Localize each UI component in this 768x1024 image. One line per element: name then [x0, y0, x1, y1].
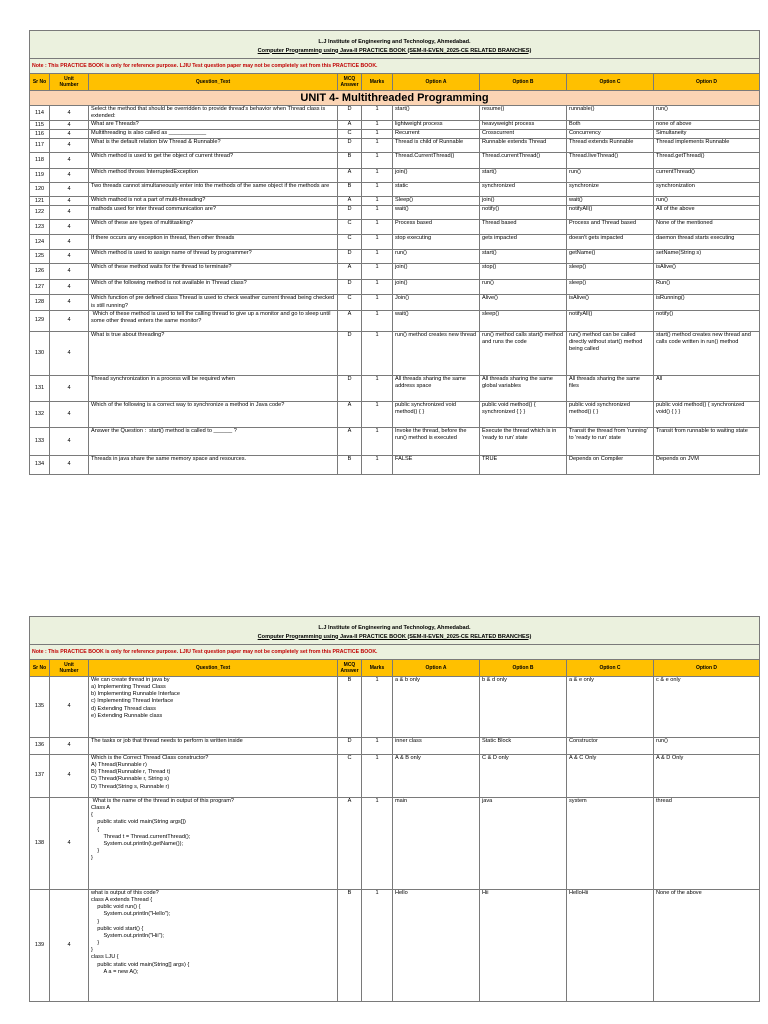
question-cell: What is the name of the thread in output of this program? Class A { public static void main(String args[]) { Thread t = Thread.currentThread(); System.out.println(t.getName()); } } — [89, 798, 338, 890]
unit-cell: 4 — [50, 295, 89, 310]
unit-cell: 4 — [50, 331, 89, 375]
col-unit: Unit Number — [50, 660, 89, 677]
marks-cell: 1 — [362, 427, 393, 455]
marks-cell: 1 — [362, 310, 393, 331]
institute-name: L.J Institute of Engineering and Technology, Ahmedabad. — [318, 39, 471, 46]
question-cell: Which of these method is used to tell the calling thread to give up a monitor and go to sleep until some other thread enters the same monitor? — [89, 310, 338, 331]
marks-cell: 1 — [362, 130, 393, 139]
answer-cell: C — [338, 220, 362, 235]
marks-cell: 1 — [362, 169, 393, 183]
question-row — [30, 121, 760, 130]
option-b-cell: b & d only — [480, 677, 567, 738]
option-d-cell: isRunning() — [654, 295, 760, 310]
option-a-cell: All threads sharing the same address space — [393, 375, 480, 401]
option-c-cell: A & C Only — [567, 755, 654, 798]
unit-cell: 4 — [50, 250, 89, 264]
question-row — [30, 220, 760, 235]
option-d-cell: run() — [654, 106, 760, 121]
unit-cell: 4 — [50, 183, 89, 197]
option-a-cell: join() — [393, 280, 480, 295]
sr-cell: 135 — [30, 677, 50, 738]
unit-cell: 4 — [50, 220, 89, 235]
marks-cell: 1 — [362, 220, 393, 235]
unit-cell: 4 — [50, 455, 89, 474]
option-a-cell: inner class — [393, 738, 480, 755]
col-marks: Marks — [362, 660, 393, 677]
answer-cell: D — [338, 280, 362, 295]
option-d-cell: setName(String s) — [654, 250, 760, 264]
question-cell: Multithreading is also called as ____________ — [89, 130, 338, 139]
unit-cell: 4 — [50, 755, 89, 798]
question-cell: Which method throws InterruptedException — [89, 169, 338, 183]
option-b-cell: Alive() — [480, 295, 567, 310]
question-row — [30, 331, 760, 375]
answer-cell: B — [338, 153, 362, 169]
unit-cell: 4 — [50, 264, 89, 280]
marks-cell: 1 — [362, 264, 393, 280]
column-header-row — [30, 660, 760, 677]
option-d-cell: public void method() { synchronized void() { } } — [654, 401, 760, 427]
col-option-a: Option A — [393, 74, 480, 91]
option-b-cell: sleep() — [480, 310, 567, 331]
marks-cell: 1 — [362, 153, 393, 169]
option-a-cell: run() — [393, 250, 480, 264]
col-option-a: Option A — [393, 660, 480, 677]
option-c-cell: public void synchronized method() { } — [567, 401, 654, 427]
question-cell: Which method is used to assign name of thread by programmer? — [89, 250, 338, 264]
question-cell: mathods used for inter thread communication are? — [89, 206, 338, 220]
option-c-cell: Constructor — [567, 738, 654, 755]
reference-note: Note : This PRACTICE BOOK is only for reference purpose. LJIU Test question paper may not be completely set from this PRACTICE BOOK. — [30, 645, 760, 660]
option-d-cell: run() — [654, 197, 760, 206]
option-b-cell: All threads sharing the same global variables — [480, 375, 567, 401]
question-row — [30, 890, 760, 1002]
option-c-cell: wait() — [567, 197, 654, 206]
sr-cell: 130 — [30, 331, 50, 375]
question-cell: We can create thread in java by a) Implementing Thread Class b) Implementing Runnable Interface c) Implementing Thread Interface d) Extending Thread class e) Extending Runnable class — [89, 677, 338, 738]
practice-book-page-1 — [29, 30, 759, 475]
course-title: Computer Programming using Java-II PRACTICE BOOK (SEM-II-EVEN_2025-CE RELATED BRANCHES) — [257, 633, 532, 640]
option-a-cell: wait() — [393, 206, 480, 220]
question-cell: Which is the Correct Thread Class constructor? A) Thread(Runnable r) B) Thread(Runnable r, Thread t) C) Thread(Runnable r, String s) D) Thread(String s, Runnable r) — [89, 755, 338, 798]
sr-cell: 122 — [30, 206, 50, 220]
unit-cell: 4 — [50, 310, 89, 331]
option-c-cell: run() — [567, 169, 654, 183]
option-b-cell: start() — [480, 169, 567, 183]
marks-cell: 1 — [362, 197, 393, 206]
option-c-cell: runnable() — [567, 106, 654, 121]
unit-cell: 4 — [50, 121, 89, 130]
question-row — [30, 206, 760, 220]
unit-cell: 4 — [50, 169, 89, 183]
option-a-cell: Thread.CurrentThread() — [393, 153, 480, 169]
unit-cell: 4 — [50, 139, 89, 153]
option-b-cell: synchronized — [480, 183, 567, 197]
option-d-cell: daemon thread starts executing — [654, 235, 760, 250]
sr-cell: 139 — [30, 890, 50, 1002]
marks-cell: 1 — [362, 183, 393, 197]
sr-cell: 114 — [30, 106, 50, 121]
option-b-cell: Hii — [480, 890, 567, 1002]
question-row — [30, 738, 760, 755]
question-cell: What is true about threading? — [89, 331, 338, 375]
unit-cell: 4 — [50, 153, 89, 169]
question-table-2 — [29, 616, 760, 1002]
col-unit: Unit Number — [50, 74, 89, 91]
question-row — [30, 197, 760, 206]
option-a-cell: static — [393, 183, 480, 197]
option-c-cell: Both — [567, 121, 654, 130]
answer-cell: D — [338, 206, 362, 220]
option-c-cell: Thread.liveThread() — [567, 153, 654, 169]
option-c-cell: synchronize — [567, 183, 654, 197]
sr-cell: 124 — [30, 235, 50, 250]
option-d-cell: None of the above — [654, 890, 760, 1002]
question-row — [30, 295, 760, 310]
answer-cell: D — [338, 331, 362, 375]
option-d-cell: c & e only — [654, 677, 760, 738]
question-row — [30, 169, 760, 183]
option-b-cell: Thread based — [480, 220, 567, 235]
question-row — [30, 798, 760, 890]
option-b-cell: Runnable extends Thread — [480, 139, 567, 153]
option-c-cell: isAlive() — [567, 295, 654, 310]
option-a-cell: Process based — [393, 220, 480, 235]
question-cell: Which mathod is not a part of multi-threading? — [89, 197, 338, 206]
question-cell: What is the default relation b/w Thread & Runnable? — [89, 139, 338, 153]
option-c-cell: a & e only — [567, 677, 654, 738]
marks-cell: 1 — [362, 401, 393, 427]
answer-cell: D — [338, 106, 362, 121]
col-option-c: Option C — [567, 660, 654, 677]
option-d-cell: Thread.getThread() — [654, 153, 760, 169]
option-b-cell: join() — [480, 197, 567, 206]
question-row — [30, 677, 760, 738]
col-question: Question_Text — [89, 660, 338, 677]
option-d-cell: run() — [654, 738, 760, 755]
answer-cell: A — [338, 264, 362, 280]
option-c-cell: sleep() — [567, 280, 654, 295]
option-d-cell: None of the mentioned — [654, 220, 760, 235]
question-row — [30, 106, 760, 121]
practice-book-page-2 — [29, 616, 759, 1002]
unit-cell: 4 — [50, 235, 89, 250]
unit-cell: 4 — [50, 130, 89, 139]
sr-cell: 126 — [30, 264, 50, 280]
unit-cell: 4 — [50, 427, 89, 455]
sr-cell: 120 — [30, 183, 50, 197]
answer-cell: A — [338, 310, 362, 331]
option-a-cell: lightweight process — [393, 121, 480, 130]
question-row — [30, 280, 760, 295]
option-c-cell: system — [567, 798, 654, 890]
option-d-cell: Depends on JVM — [654, 455, 760, 474]
option-a-cell: Recurrent — [393, 130, 480, 139]
question-rows-2 — [30, 677, 760, 1002]
answer-cell: A — [338, 427, 362, 455]
question-row — [30, 310, 760, 331]
option-b-cell: stop() — [480, 264, 567, 280]
question-rows-1 — [30, 106, 760, 475]
option-d-cell: Run() — [654, 280, 760, 295]
sr-cell: 133 — [30, 427, 50, 455]
option-a-cell: start() — [393, 106, 480, 121]
question-row — [30, 235, 760, 250]
sr-cell: 131 — [30, 375, 50, 401]
option-d-cell: All of the above — [654, 206, 760, 220]
unit-cell: 4 — [50, 890, 89, 1002]
answer-cell: B — [338, 677, 362, 738]
col-option-d: Option D — [654, 660, 760, 677]
marks-cell: 1 — [362, 280, 393, 295]
marks-cell: 1 — [362, 295, 393, 310]
col-option-d: Option D — [654, 74, 760, 91]
question-cell: Which of these method waits for the thread to terminate? — [89, 264, 338, 280]
option-d-cell: notify() — [654, 310, 760, 331]
col-answer: MCQ Answer — [338, 74, 362, 91]
option-d-cell: All — [654, 375, 760, 401]
question-cell: Which function of pre defined class Thread is used to check weather current thread being checked is still running? — [89, 295, 338, 310]
unit-cell: 4 — [50, 206, 89, 220]
option-b-cell: start() — [480, 250, 567, 264]
question-cell: what is output of this code? class A extends Thread { public void run() { System.out.println("Hello"); } public void start() { System.out.println("Hii"); } } class LJU { public static void main(String[] args) { A a = new A(); — [89, 890, 338, 1002]
question-cell: Which of the following method is not available in Thread class? — [89, 280, 338, 295]
marks-cell: 1 — [362, 250, 393, 264]
option-a-cell: Sleep() — [393, 197, 480, 206]
sr-cell: 116 — [30, 130, 50, 139]
answer-cell: A — [338, 197, 362, 206]
answer-cell: D — [338, 738, 362, 755]
marks-cell: 1 — [362, 455, 393, 474]
answer-cell: D — [338, 139, 362, 153]
answer-cell: B — [338, 183, 362, 197]
option-b-cell: resume() — [480, 106, 567, 121]
option-a-cell: join() — [393, 264, 480, 280]
option-b-cell: java — [480, 798, 567, 890]
option-a-cell: wait() — [393, 310, 480, 331]
sr-cell: 127 — [30, 280, 50, 295]
unit-cell: 4 — [50, 798, 89, 890]
question-row — [30, 130, 760, 139]
answer-cell: D — [338, 375, 362, 401]
option-b-cell: heavyweight process — [480, 121, 567, 130]
col-option-b: Option B — [480, 74, 567, 91]
marks-cell: 1 — [362, 106, 393, 121]
sr-cell: 132 — [30, 401, 50, 427]
option-b-cell: run() — [480, 280, 567, 295]
sheet-header — [30, 617, 760, 645]
option-b-cell: Static Block — [480, 738, 567, 755]
unit-cell: 4 — [50, 106, 89, 121]
option-b-cell: gets impacted — [480, 235, 567, 250]
answer-cell: C — [338, 295, 362, 310]
unit-cell: 4 — [50, 738, 89, 755]
marks-cell: 1 — [362, 738, 393, 755]
question-row — [30, 401, 760, 427]
sr-cell: 121 — [30, 197, 50, 206]
marks-cell: 1 — [362, 139, 393, 153]
option-b-cell: run() method calls start() method and runs the code — [480, 331, 567, 375]
option-c-cell: doesn't gets impacted — [567, 235, 654, 250]
answer-cell: C — [338, 130, 362, 139]
col-marks: Marks — [362, 74, 393, 91]
marks-cell: 1 — [362, 235, 393, 250]
unit-cell: 4 — [50, 401, 89, 427]
question-cell: Thread synchronization in a process will be required when — [89, 375, 338, 401]
question-row — [30, 375, 760, 401]
sr-cell: 136 — [30, 738, 50, 755]
option-c-cell: notifyAll() — [567, 310, 654, 331]
question-table-1 — [29, 30, 760, 475]
option-c-cell: Concurrency — [567, 130, 654, 139]
sr-cell: 129 — [30, 310, 50, 331]
question-cell: The tasks or job that thread needs to perform is written inside — [89, 738, 338, 755]
question-row — [30, 139, 760, 153]
column-header-row — [30, 74, 760, 91]
marks-cell: 1 — [362, 755, 393, 798]
option-a-cell: Invoke the thread, before the run() method is executed — [393, 427, 480, 455]
option-c-cell: HelloHii — [567, 890, 654, 1002]
option-b-cell: notify() — [480, 206, 567, 220]
unit-title: UNIT 4- Multithreaded Programming — [30, 91, 760, 106]
unit-cell: 4 — [50, 677, 89, 738]
question-row — [30, 264, 760, 280]
option-c-cell: Process and Thread based — [567, 220, 654, 235]
col-sr: Sr No — [30, 660, 50, 677]
marks-cell: 1 — [362, 121, 393, 130]
sr-cell: 117 — [30, 139, 50, 153]
sr-cell: 123 — [30, 220, 50, 235]
question-row — [30, 250, 760, 264]
option-d-cell: A & D Only — [654, 755, 760, 798]
option-a-cell: Thread is child of Runnable — [393, 139, 480, 153]
sr-cell: 128 — [30, 295, 50, 310]
option-a-cell: FALSE — [393, 455, 480, 474]
answer-cell: B — [338, 455, 362, 474]
sheet-header — [30, 31, 760, 59]
question-cell: Which method is used to get the object of current thread? — [89, 153, 338, 169]
option-b-cell: C & D only — [480, 755, 567, 798]
option-d-cell: Simultaneity — [654, 130, 760, 139]
answer-cell: A — [338, 169, 362, 183]
answer-cell: A — [338, 401, 362, 427]
marks-cell: 1 — [362, 890, 393, 1002]
question-cell: Answer the Question : start() method is called to ______ ? — [89, 427, 338, 455]
question-row — [30, 755, 760, 798]
option-c-cell: Depends on Compiler — [567, 455, 654, 474]
question-cell: What are Threads? — [89, 121, 338, 130]
answer-cell: D — [338, 250, 362, 264]
option-c-cell: getName() — [567, 250, 654, 264]
institute-name: L.J Institute of Engineering and Technology, Ahmedabad. — [318, 625, 471, 632]
option-c-cell: sleep() — [567, 264, 654, 280]
option-b-cell: Thread.currentThread() — [480, 153, 567, 169]
option-d-cell: currentThread() — [654, 169, 760, 183]
option-b-cell: Execute the thread which is in 'ready to run' state — [480, 427, 567, 455]
marks-cell: 1 — [362, 677, 393, 738]
question-row — [30, 455, 760, 474]
option-a-cell: Join() — [393, 295, 480, 310]
sr-cell: 134 — [30, 455, 50, 474]
col-option-b: Option B — [480, 660, 567, 677]
sr-cell: 137 — [30, 755, 50, 798]
unit-cell: 4 — [50, 375, 89, 401]
option-b-cell: public void method() { synchronized { } } — [480, 401, 567, 427]
answer-cell: A — [338, 121, 362, 130]
option-a-cell: stop executing — [393, 235, 480, 250]
sr-cell: 115 — [30, 121, 50, 130]
unit-cell: 4 — [50, 280, 89, 295]
option-d-cell: synchronization — [654, 183, 760, 197]
answer-cell: B — [338, 890, 362, 1002]
sr-cell: 138 — [30, 798, 50, 890]
marks-cell: 1 — [362, 331, 393, 375]
option-c-cell: run() method can be called directly without start() method being called — [567, 331, 654, 375]
col-answer: MCQ Answer — [338, 660, 362, 677]
sr-cell: 118 — [30, 153, 50, 169]
question-cell: Threads in java share the same memory space and resources. — [89, 455, 338, 474]
question-cell: Two threads cannot simultaneously enter into the methods of the same object if the methods are — [89, 183, 338, 197]
option-d-cell: thread — [654, 798, 760, 890]
option-c-cell: notifyAll() — [567, 206, 654, 220]
col-question: Question_Text — [89, 74, 338, 91]
option-a-cell: public synchronized void method() { } — [393, 401, 480, 427]
question-cell: If there occurs any exception in thread, then other threads — [89, 235, 338, 250]
sr-cell: 119 — [30, 169, 50, 183]
option-d-cell: Thread implements Runnable — [654, 139, 760, 153]
course-title: Computer Programming using Java-II PRACTICE BOOK (SEM-II-EVEN_2025-CE RELATED BRANCHES) — [257, 47, 532, 54]
question-row — [30, 427, 760, 455]
option-b-cell: Crosscurrent — [480, 130, 567, 139]
marks-cell: 1 — [362, 206, 393, 220]
sr-cell: 125 — [30, 250, 50, 264]
question-row — [30, 153, 760, 169]
question-cell: Which of these are types of multitasking? — [89, 220, 338, 235]
question-cell: Select the method that should be overridden to provide thread's behavior when Thread class is extended: — [89, 106, 338, 121]
question-cell: Which of the following is a correct way to synchronize a method in Java code? — [89, 401, 338, 427]
option-d-cell: isAlive() — [654, 264, 760, 280]
answer-cell: C — [338, 755, 362, 798]
question-row — [30, 183, 760, 197]
option-a-cell: a & b only — [393, 677, 480, 738]
reference-note: Note : This PRACTICE BOOK is only for reference purpose. LJIU Test question paper may not be completely set from this PRACTICE BOOK. — [30, 59, 760, 74]
option-d-cell: none of above — [654, 121, 760, 130]
option-a-cell: Hello — [393, 890, 480, 1002]
option-c-cell: Thread extends Runnable — [567, 139, 654, 153]
col-option-c: Option C — [567, 74, 654, 91]
option-a-cell: main — [393, 798, 480, 890]
answer-cell: C — [338, 235, 362, 250]
col-sr: Sr No — [30, 74, 50, 91]
option-a-cell: A & B only — [393, 755, 480, 798]
option-d-cell: start() method creates new thread and calls code written in run() method — [654, 331, 760, 375]
option-a-cell: run() method creates new thread — [393, 331, 480, 375]
option-c-cell: All threads sharing the same files — [567, 375, 654, 401]
option-a-cell: join() — [393, 169, 480, 183]
option-d-cell: Transit from runnable to waiting state — [654, 427, 760, 455]
answer-cell: A — [338, 798, 362, 890]
unit-cell: 4 — [50, 197, 89, 206]
marks-cell: 1 — [362, 798, 393, 890]
option-b-cell: TRUE — [480, 455, 567, 474]
option-c-cell: Transit the thread from 'running' to 'ready to run' state — [567, 427, 654, 455]
marks-cell: 1 — [362, 375, 393, 401]
